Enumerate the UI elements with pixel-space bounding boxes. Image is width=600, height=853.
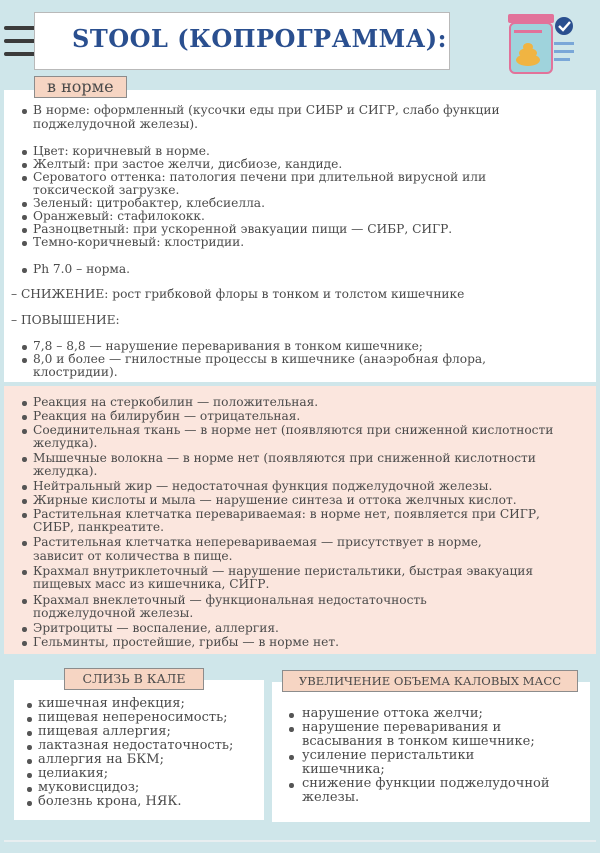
bullet bbox=[289, 713, 294, 718]
reaction-item: Растительная клетчатка перевариваемая: в норме нет, появляется при СИГР, bbox=[33, 507, 540, 521]
norm-intro-line: поджелудочной железы). bbox=[33, 117, 199, 131]
ph-increase: – ПОВЫШЕНИЕ: bbox=[11, 313, 120, 327]
slime-item: болезнь крона, НЯК. bbox=[38, 794, 182, 809]
reaction-item: Реакция на билирубин — отрицательная. bbox=[33, 409, 301, 423]
reaction-item: желудка). bbox=[33, 464, 98, 478]
slime-item: лактазная недостаточность; bbox=[38, 738, 234, 753]
bullet bbox=[27, 773, 32, 778]
reaction-item: Крахмал внеклеточный — функциональная недостаточность bbox=[33, 593, 427, 607]
slime-item: кишечная инфекция; bbox=[38, 696, 185, 711]
slime-section-tag: СЛИЗЬ В КАЛЕ bbox=[64, 668, 204, 690]
volume-item: железы. bbox=[302, 790, 360, 805]
reaction-item: Нейтральный жир — недостаточная функция поджелудочной железы. bbox=[33, 479, 493, 493]
bullet bbox=[22, 401, 27, 406]
bullet bbox=[22, 457, 27, 462]
bullet bbox=[27, 801, 32, 806]
bullet bbox=[22, 513, 27, 518]
volume-item: усиление перистальтики bbox=[302, 748, 475, 763]
bullet bbox=[27, 745, 32, 750]
color-item: токсической загрузке. bbox=[33, 183, 180, 197]
ph-increase-item: 7,8 – 8,8 — нарушение переваривания в тонком кишечнике; bbox=[33, 339, 423, 353]
bullet bbox=[22, 215, 27, 220]
reaction-item: Реакция на стеркобилин — положительная. bbox=[33, 395, 319, 409]
volume-item: нарушение оттока желчи; bbox=[302, 706, 483, 721]
bullet bbox=[22, 150, 27, 155]
bullet bbox=[27, 787, 32, 792]
bullet bbox=[289, 783, 294, 788]
bullet bbox=[289, 727, 294, 732]
color-item: Темно-коричневый: клостридии. bbox=[33, 235, 245, 249]
sample-jar-icon bbox=[502, 10, 580, 76]
ph-increase-item: 8,0 и более — гнилостные процессы в кишечнике (анаэробная флора, bbox=[33, 352, 487, 366]
bullet bbox=[22, 415, 27, 420]
bullet bbox=[22, 485, 27, 490]
reaction-item: желудка). bbox=[33, 436, 98, 450]
page-title: STOOL (КОПРОГРАММА): bbox=[72, 24, 448, 53]
reaction-item: зависит от количества в пище. bbox=[33, 549, 233, 563]
reaction-item: поджелудочной железы. bbox=[33, 606, 194, 620]
volume-section-tag: УВЕЛИЧЕНИЕ ОБЪЕМА КАЛОВЫХ МАСС bbox=[282, 670, 578, 692]
bullet bbox=[289, 755, 294, 760]
color-item: Цвет: коричневый в норме. bbox=[33, 144, 210, 158]
reaction-item: пищевых масс из кишечника, СИГР. bbox=[33, 577, 270, 591]
color-item: Желтый: при застое желчи, дисбиозе, кандиде. bbox=[33, 157, 343, 171]
volume-item: нарушение переваривания и bbox=[302, 720, 502, 735]
bullet bbox=[22, 570, 27, 575]
slime-item: пищевая непереносимость; bbox=[38, 710, 228, 725]
bullet bbox=[22, 641, 27, 646]
reaction-item: Соединительная ткань — в норме нет (появляются при сниженной кислотности bbox=[33, 423, 554, 437]
reaction-item: Крахмал внутриклеточный — нарушение перистальтики, быстрая эвакуация bbox=[33, 564, 534, 578]
color-item: Сероватого оттенка: патология печени при длительной вирусной или bbox=[33, 170, 487, 184]
bullet bbox=[22, 268, 27, 273]
bullet bbox=[22, 499, 27, 504]
slime-item: целиакия; bbox=[38, 766, 109, 781]
bullet bbox=[22, 241, 27, 246]
reaction-item: Эритроциты — воспаление, аллергия. bbox=[33, 621, 279, 635]
bullet bbox=[27, 717, 32, 722]
bullet bbox=[22, 627, 27, 632]
volume-item: кишечника; bbox=[302, 762, 385, 777]
color-item: Зеленый: цитробактер, клебсиелла. bbox=[33, 196, 265, 210]
slime-item: муковисцидоз; bbox=[38, 780, 140, 795]
bullet bbox=[27, 759, 32, 764]
bullet bbox=[22, 176, 27, 181]
footer-strip bbox=[4, 840, 596, 853]
bullet bbox=[27, 731, 32, 736]
bullet bbox=[22, 109, 27, 114]
norm-intro-line: В норме: оформленный (кусочки еды при СИБР и СИГР, слабо функции bbox=[33, 103, 500, 117]
bullet bbox=[22, 599, 27, 604]
bullet bbox=[22, 429, 27, 434]
reaction-item: СИБР, панкреатите. bbox=[33, 520, 164, 534]
bullet bbox=[22, 541, 27, 546]
reaction-item: Жирные кислоты и мыла — нарушение синтеза и оттока желчных кислот. bbox=[33, 493, 517, 507]
bullet bbox=[22, 202, 27, 207]
volume-item: снижение функции поджелудочной bbox=[302, 776, 550, 791]
color-item: Оранжевый: стафилококк. bbox=[33, 209, 205, 223]
reaction-item: Растительная клетчатка неперевариваемая — присутствует в норме, bbox=[33, 535, 482, 549]
bullet bbox=[22, 358, 27, 363]
bullet bbox=[22, 345, 27, 350]
slime-item: аллергия на БКМ; bbox=[38, 752, 164, 767]
volume-item: всасывания в тонком кишечнике; bbox=[302, 734, 535, 749]
reaction-item: Гельминты, простейшие, грибы — в норме нет. bbox=[33, 635, 339, 649]
ph-decrease: – СНИЖЕНИЕ: рост грибковой флоры в тонком и толстом кишечнике bbox=[11, 287, 465, 301]
reaction-item: Мышечные волокна — в норме нет (появляются при сниженной кислотности bbox=[33, 451, 536, 465]
norm-section-tag: в норме bbox=[34, 76, 127, 98]
bullet bbox=[27, 703, 32, 708]
color-item: Разноцветный: при ускоренной эвакуации пищи — СИБР, СИГР. bbox=[33, 222, 453, 236]
bullet bbox=[22, 163, 27, 168]
ph-norm: Ph 7.0 – норма. bbox=[33, 262, 131, 276]
bullet bbox=[22, 228, 27, 233]
ph-increase-item: клостридии). bbox=[33, 365, 118, 379]
slime-item: пищевая аллергия; bbox=[38, 724, 171, 739]
